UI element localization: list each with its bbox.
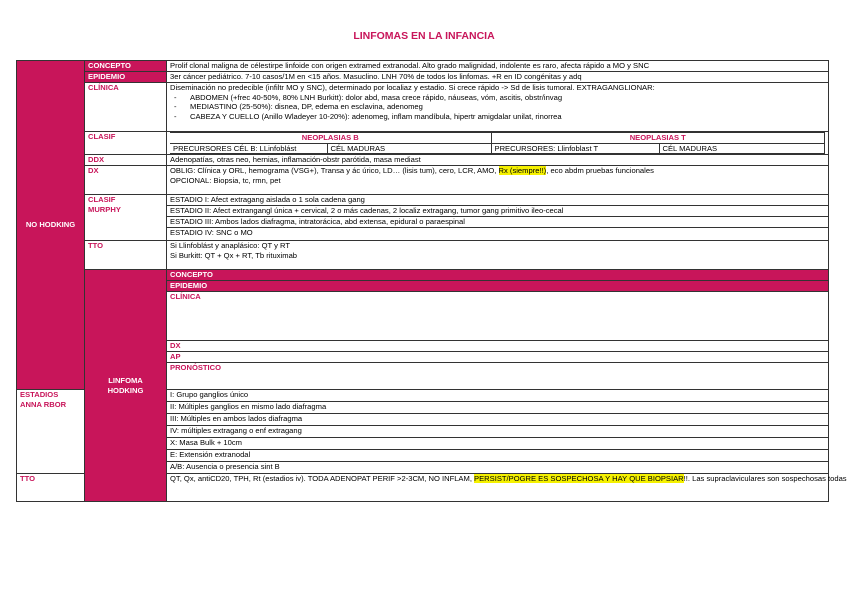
row-label-estadios: ESTADIOS ANNA RBOR	[17, 390, 85, 474]
nh-clinica: Diseminación no predecible (infiltr MO y SNC), determinado por localiaz y estadio. Si crece rápido -> Sd de lisis tumoral. EXTRAGANGLIONAR: - ABDOMEN (+frec 40-50%, 80% LNH Burkitt): dolor abd, masa crece rápido, náuseas, vóm, ascitis, obstr/invag - MEDIASTINO (25-50%): disnea, DP, edema en esclavina, adenomeg - CABEZA Y CUELLO (Anillo Wladeyer 10-20%): adenomeg, inflam mandíbula, hipertr amigdalar unilat, rinorrea	[167, 83, 829, 132]
h-tto: QT, Qx, antiCD20, TPH, Rt (estadios iv). TODA ADENOPAT PERIF >2-3CM, NO INFLAM, PERSIST/POGRE ES SOSPECHOSA Y HAY QUE BIOPSIAR!!. Las supraclaviculares son sospechosas todas	[167, 474, 829, 502]
row-label-concepto: CONCEPTO	[85, 61, 167, 72]
row-label-pronostico: PRONÓSTICO	[167, 363, 829, 390]
nh-dx: OBLIG: Clínica y ORL, hemograma (VSG+), Transa y ác úrico, LD… (lisis tum), cero, LCR, AMO, Rx (siempre!!), eco abdm pruebas funcionales OPCIONAL: Biopsia, tc, rmn, pet	[167, 166, 829, 195]
h-estadio-7: A/B: Ausencia o presencia sint B	[167, 462, 829, 474]
neoplasias-t-header: NEOPLASIAS T	[491, 133, 825, 144]
row-label-clasif: CLASIF	[85, 132, 167, 155]
row-label-epidemio-h: EPIDEMIO	[167, 281, 829, 292]
h-estadio-1: I: Grupo ganglios único	[167, 390, 829, 402]
row-label-concepto-h: CONCEPTO	[167, 270, 829, 281]
row-label-clasif-murphy: CLASIF MURPHY	[85, 195, 167, 241]
h-estadio-2: II: Múltiples ganglios en mismo lado diafragma	[167, 402, 829, 414]
row-label-tto: TTO	[85, 241, 167, 270]
h-estadio-5: X: Masa Bulk + 10cm	[167, 438, 829, 450]
row-label-epidemio: EPIDEMIO	[85, 72, 167, 83]
row-label-tto-h: TTO	[17, 474, 85, 502]
nh-concepto: Prolif clonal maligna de célestirpe linfoide con origen extramed extranodal. Alto grado malignidad, indolente es raro, afecta rápido a MO y SNC	[167, 61, 829, 72]
h-estadio-4: IV: múltiples extragang o enf extragang	[167, 426, 829, 438]
lymphoma-table	[16, 60, 847, 502]
nh-estadio-3: ESTADIO III: Ambos lados diafragma, intratorácica, abd extensa, epidural o paraespinal	[167, 217, 829, 228]
row-label-clinica-h: CLÍNICA	[167, 292, 829, 341]
row-label-ddx: DDX	[85, 155, 167, 166]
nh-ddx: Adenopatías, otras neo, hernias, inflamación-obstr parótida, masa mediast	[167, 155, 829, 166]
nh-estadio-2: ESTADIO II: Afect extrangangl única + cervical, 2 o más cadenas, 2 localiz extragang, tumor gang primitivo ileo-cecal	[167, 206, 829, 217]
h-estadio-3: III: Múltiples en ambos lados diafragma	[167, 414, 829, 426]
cel-mad-b: CÉL MADURAS	[327, 143, 491, 154]
prec-t: PRECURSORES: Llinfoblast T	[491, 143, 659, 154]
h-estadio-6: E: Extensión extranodal	[167, 450, 829, 462]
nh-estadio-4: ESTADIO IV: SNC o MO	[167, 228, 829, 241]
row-label-dx: DX	[85, 166, 167, 195]
nh-estadio-1: ESTADIO I: Afect extragang aislada o 1 sola cadena gang	[167, 195, 829, 206]
row-label-clinica: CLÍNICA	[85, 83, 167, 132]
cel-mad-t: CÉL MADURAS	[659, 143, 825, 154]
nh-epidemio: 3er cáncer pediátrico. 7-10 casos/1M en <15 años. Masuclino. LNH 70% de todos los linfomas. +R en ID congénitas y adq	[167, 72, 829, 83]
nh-clasif	[167, 132, 829, 155]
page-title: LINFOMAS EN LA INFANCIA	[353, 30, 495, 42]
group-linfoma-hodking: LINFOMA HODKING	[85, 270, 167, 502]
neoplasias-b-header: NEOPLASIAS B	[170, 133, 491, 144]
row-label-dx-h: DX	[167, 341, 829, 352]
group-no-hodking: NO HODKING	[17, 61, 85, 390]
prec-b: PRECURSORES CÉL B: LLinfoblást	[170, 143, 327, 154]
row-label-ap: AP	[167, 352, 829, 363]
nh-tto: Si Llinfoblást y anaplásico: QT y RT Si Burkitt: QT + Qx + RT, Tb rituximab	[167, 241, 829, 270]
